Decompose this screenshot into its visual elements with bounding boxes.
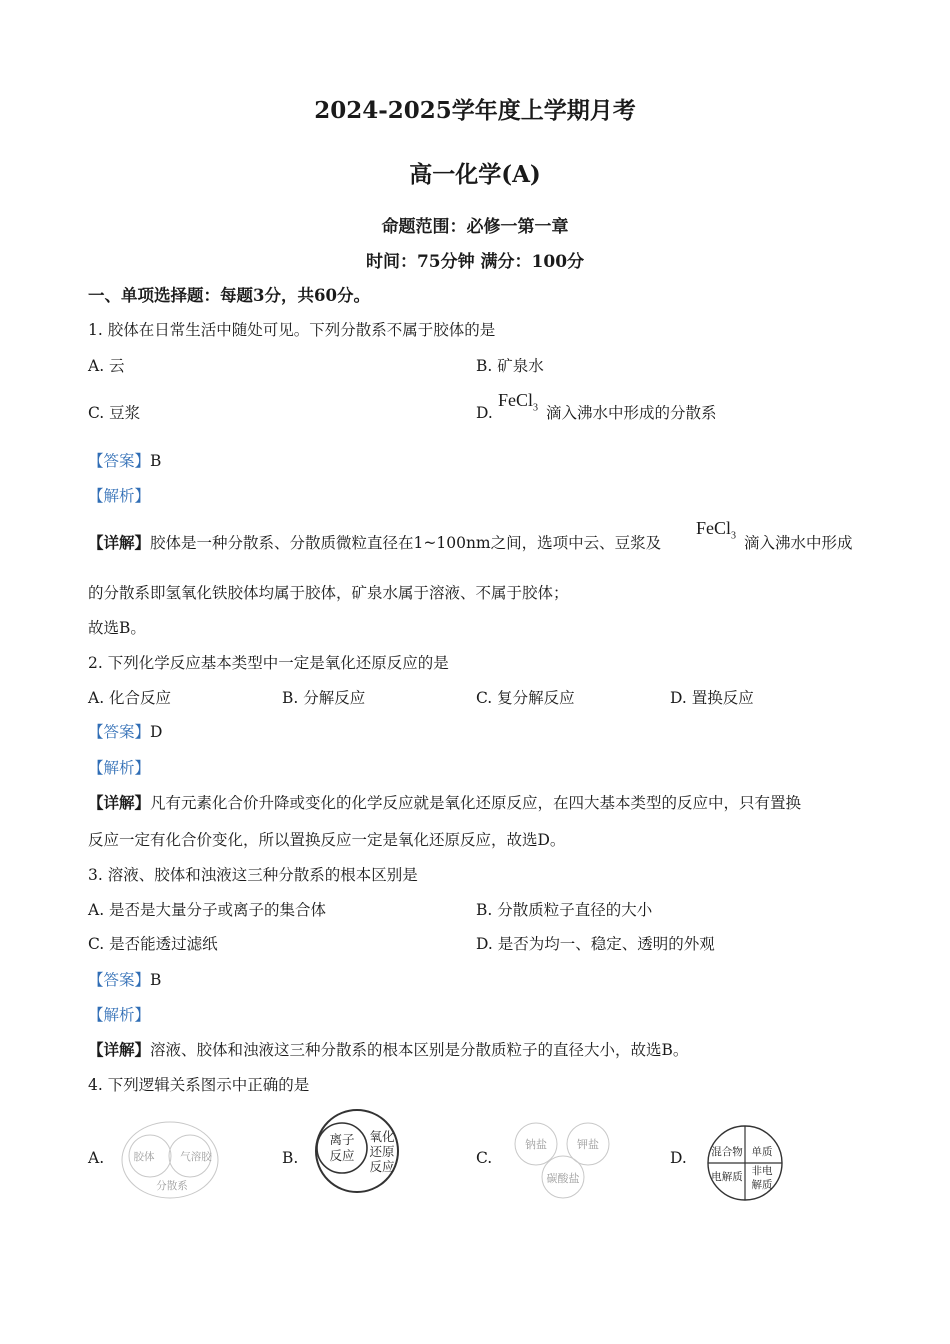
diagram-b-redox-label-2: 还原 — [369, 1144, 395, 1159]
q4-diagram-d — [702, 1124, 790, 1202]
q1-detail-line2: 的分散系即氢氧化铁胶体均属于胶体，矿泉水属于溶液、不属于胶体； — [88, 584, 569, 602]
q3-detail-line1: 【详解】溶液、胶体和浊液这三种分散系的根本区别是分散质粒子的直径大小，故选B。 — [88, 1040, 689, 1059]
q3-stem: 3. 溶液、胶体和浊液这三种分散系的根本区别是 — [88, 866, 418, 884]
subject-title: 高一化学(A) — [409, 161, 541, 188]
q2-detail-line1: 【详解】凡有元素化合价升降或变化的化学反应就是氧化还原反应，在四大基本类型的反应中，只有置换 — [88, 793, 802, 812]
q1-detail-line1: 【详解】胶体是一种分散系、分散质微粒直径在1~100nm之间，选项中云、豆浆及 — [88, 533, 662, 552]
q2-answer: 【答案】D — [88, 723, 163, 741]
diagram-b-redox-label-1: 氧化 — [369, 1129, 395, 1144]
q2-option-b: B. 分解反应 — [282, 689, 366, 707]
diagram-a-colloid-label: 胶体 — [133, 1151, 155, 1163]
q4-option-c: C. — [476, 1149, 493, 1167]
q2-stem: 2. 下列化学反应基本类型中一定是氧化还原反应的是 — [88, 654, 449, 672]
diagram-d-nonelectrolyte-label-1: 非电 — [751, 1165, 773, 1177]
q2-option-a: A. 化合反应 — [88, 689, 172, 707]
q2-option-d: D. 置换反应 — [670, 689, 754, 707]
diagram-b-ionic-label-1: 离子 — [329, 1132, 355, 1147]
diagram-c-potassium-label: 钾盐 — [577, 1138, 599, 1151]
q3-answer: 【答案】B — [88, 971, 162, 989]
q3-option-a: A. 是否是大量分子或离子的集合体 — [88, 901, 327, 919]
q1-analysis-tag: 【解析】 — [88, 487, 151, 505]
diagram-c-sodium-label: 钠盐 — [525, 1138, 547, 1151]
exam-scope: 命题范围：必修一第一章 — [381, 217, 569, 237]
diagram-d-electrolyte-label: 电解质 — [711, 1171, 743, 1183]
section-heading: 一、单项选择题：每题3分，共60分。 — [88, 286, 370, 305]
q3-option-c: C. 是否能透过滤纸 — [88, 935, 218, 953]
q1-option-b: B. 矿泉水 — [476, 357, 544, 375]
diagram-d-element-label: 单质 — [751, 1146, 773, 1158]
diagram-d-mixture-label: 混合物 — [711, 1146, 743, 1158]
q3-analysis-tag: 【解析】 — [88, 1006, 151, 1024]
q1-answer: 【答案】B — [88, 452, 162, 470]
diagram-c-carbonate-label: 碳酸盐 — [546, 1172, 580, 1185]
q3-option-d: D. 是否为均一、稳定、透明的外观 — [476, 935, 715, 953]
exam-time: 时间：75分钟 满分：100分 — [365, 252, 585, 272]
q1-option-a: A. 云 — [88, 357, 125, 375]
q1-detail-line1-end: 滴入沸水中形成 — [744, 534, 853, 552]
diagram-d-nonelectrolyte-label-2: 解质 — [751, 1179, 773, 1191]
q1-option-c: C. 豆浆 — [88, 404, 141, 422]
diagram-a-dispersion-label: 分散系 — [156, 1180, 188, 1192]
q4-diagram-c — [508, 1122, 618, 1200]
q2-detail-line2: 反应一定有化合价变化，所以置换反应一定是氧化还原反应，故选D。 — [88, 831, 566, 849]
q2-analysis-tag: 【解析】 — [88, 759, 151, 777]
diagram-b-ionic-label-2: 反应 — [329, 1148, 355, 1163]
q4-option-a: A. — [88, 1149, 105, 1167]
q1-stem: 1. 胶体在日常生活中随处可见。下列分散系不属于胶体的是 — [88, 321, 496, 339]
q1-option-d-formula: FeCl$_3$ — [498, 390, 539, 414]
q4-diagram-b — [312, 1108, 402, 1194]
diagram-b-redox-label-3: 反应 — [369, 1159, 395, 1174]
q1-detail-line3: 故选B。 — [88, 619, 146, 637]
q2-option-c: C. 复分解反应 — [476, 689, 575, 707]
q4-diagram-a — [120, 1120, 224, 1202]
exam-title: 2024-2025学年度上学期月考 — [314, 97, 636, 124]
q4-option-b: B. — [282, 1149, 299, 1167]
q4-option-d: D. — [670, 1149, 687, 1167]
q1-detail-formula: FeCl$_3$ — [696, 518, 737, 542]
q4-stem: 4. 下列逻辑关系图示中正确的是 — [88, 1076, 310, 1094]
q3-option-b: B. 分散质粒子直径的大小 — [476, 901, 653, 919]
q1-option-d-label: D. — [476, 404, 493, 422]
diagram-a-aerosol-label: 气溶胶 — [180, 1151, 212, 1163]
q1-option-d-text: 滴入沸水中形成的分散系 — [546, 404, 717, 422]
